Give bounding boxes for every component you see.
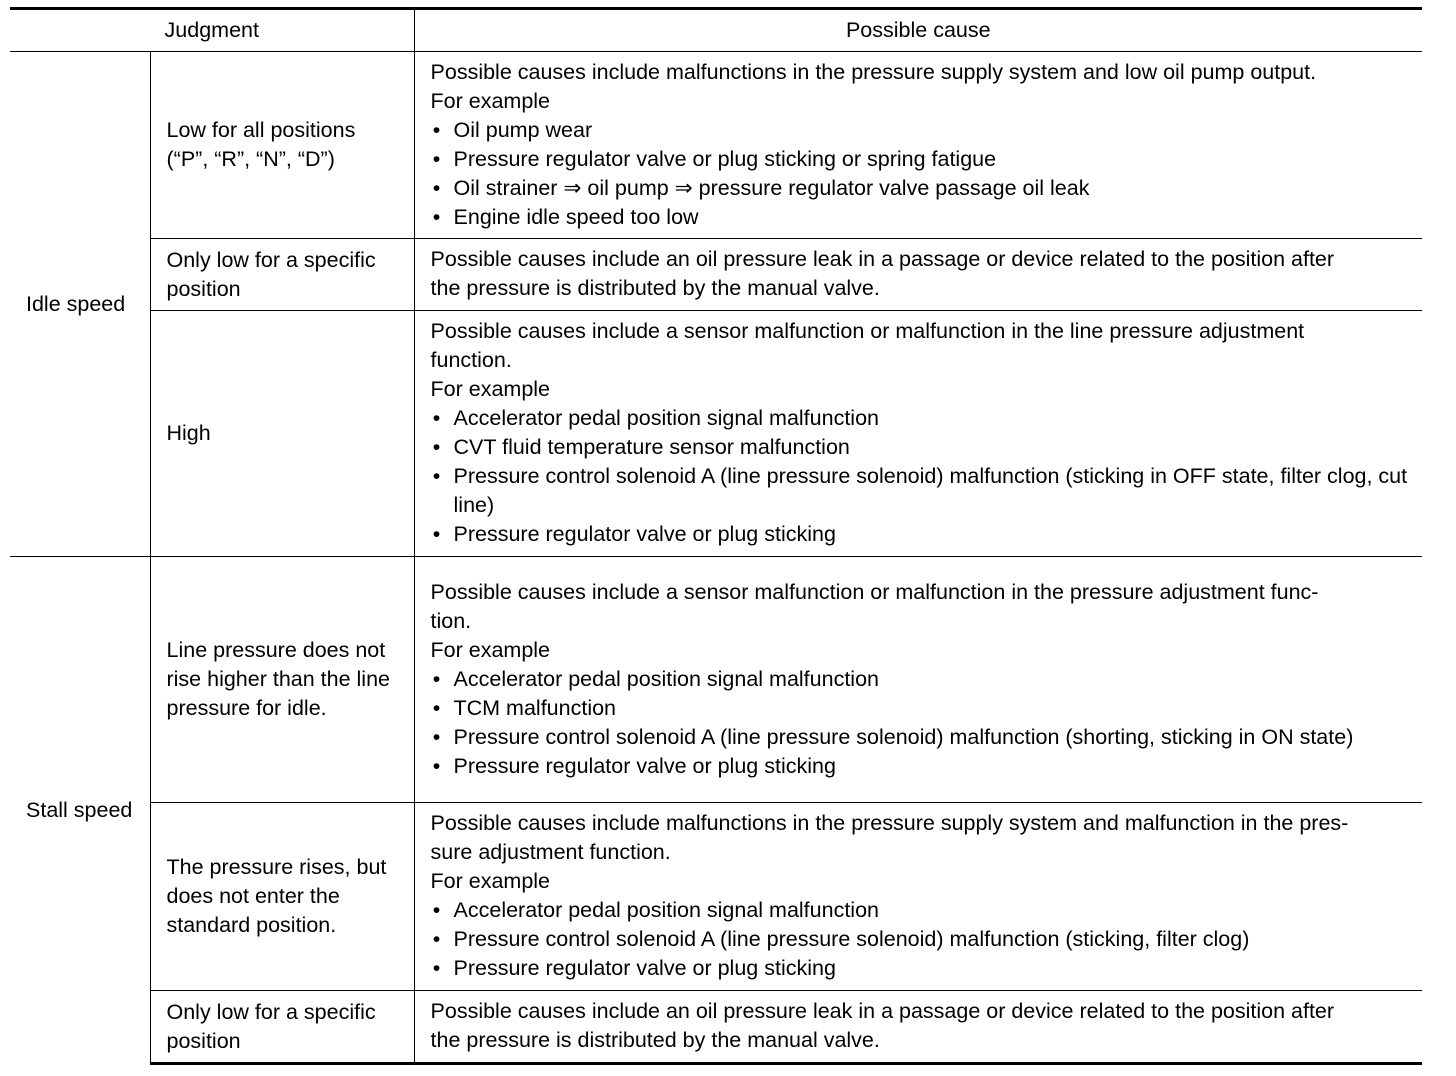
- judgment-cell: [150, 52, 414, 239]
- cause-bullet-list: [431, 404, 1413, 549]
- table-row: [10, 803, 1422, 991]
- cause-bullet-list: [431, 896, 1413, 983]
- group-label: Idle speed: [10, 52, 150, 557]
- bullet-icon: •: [432, 146, 441, 171]
- table-row: [10, 311, 1422, 557]
- table-row: [10, 991, 1422, 1064]
- cause-example-label: For example: [430, 88, 551, 113]
- judgment-line: High: [166, 421, 211, 445]
- judgment-line: does not enter the: [166, 884, 340, 908]
- judgment-line: position: [166, 1028, 241, 1053]
- bullet-icon: •: [432, 406, 441, 430]
- bullet-icon: •: [432, 204, 441, 229]
- cause-example-label: For example: [430, 869, 551, 893]
- cause-cell: [414, 803, 1422, 991]
- cause-intro-line: the pressure is distributed by the manual valve.: [430, 1028, 880, 1052]
- cause-bullet-item: [431, 694, 1413, 723]
- cause-intro-line: Possible causes include malfunctions in the pressure supply system and malfunction in the pres-: [430, 811, 1349, 835]
- cause-bullet-text: Pressure regulator valve or plug sticking: [453, 522, 836, 546]
- judgment-line: Only low for a specific: [166, 999, 376, 1024]
- cause-intro-line: Possible causes include malfunctions in the pressure supply system and low oil pump output.: [430, 59, 1317, 84]
- cause-intro-line: Possible causes include an oil pressure leak in a passage or device related to the position after: [430, 999, 1335, 1023]
- cause-intro-line: Possible causes include a sensor malfunction or malfunction in the pressure adjustment func-: [430, 579, 1319, 604]
- cause-bullet-item: [431, 203, 1413, 232]
- table-row: [10, 557, 1422, 803]
- judgment-header: Judgment: [10, 9, 414, 52]
- cause-bullet-item: [431, 116, 1413, 145]
- cause-bullet-text: TCM malfunction: [453, 695, 617, 720]
- cause-bullet-text: Pressure control solenoid A (line pressure solenoid) malfunction (sticking, filter clog): [453, 927, 1250, 951]
- cause-bullet-item: [431, 752, 1413, 781]
- judgment-line: standard position.: [166, 913, 337, 937]
- cause-cell: [414, 557, 1422, 803]
- cause-bullet-item: [431, 433, 1413, 462]
- bullet-icon: •: [432, 117, 441, 142]
- cause-bullet-text: Accelerator pedal position signal malfunction: [453, 666, 879, 691]
- judgment-line: position: [166, 276, 241, 301]
- cause-bullet-item: [431, 954, 1413, 983]
- judgment-line: rise higher than the line: [166, 667, 391, 691]
- bullet-icon: •: [432, 695, 441, 720]
- cause-bullet-item: [431, 145, 1413, 174]
- bullet-icon: •: [432, 753, 441, 778]
- judgment-line: Line pressure does not: [166, 638, 386, 662]
- judgment-cell: [150, 557, 414, 803]
- judgment-cell: [150, 803, 414, 991]
- cause-bullet-text: Pressure control solenoid A (line pressure solenoid) malfunction (shorting, sticking in ON state): [453, 724, 1354, 749]
- cause-intro-line: Possible causes include a sensor malfunction or malfunction in the line pressure adjustment: [430, 319, 1305, 343]
- cause-intro-line: the pressure is distributed by the manual valve.: [430, 276, 880, 300]
- cause-bullet-text: Accelerator pedal position signal malfunction: [453, 406, 879, 430]
- cause-bullet-item: [431, 723, 1413, 752]
- table-body: [10, 52, 1422, 1064]
- cause-intro-line: sure adjustment function.: [430, 840, 671, 864]
- judgment-line: pressure for idle.: [166, 696, 327, 720]
- judgment-line: The pressure rises, but: [166, 855, 387, 879]
- judgment-line: (“P”, “R”, “N”, “D”): [166, 147, 335, 171]
- cause-bullet-text: CVT fluid temperature sensor malfunction: [453, 435, 850, 459]
- cause-bullet-item: [431, 896, 1413, 925]
- cause-bullet-item: [431, 462, 1413, 520]
- bullet-icon: •: [432, 956, 441, 980]
- bullet-icon: •: [432, 522, 441, 546]
- cause-intro-line: Possible causes include an oil pressure leak in a passage or device related to the position after: [430, 247, 1335, 271]
- bullet-icon: •: [432, 724, 441, 749]
- bullet-icon: •: [432, 927, 441, 951]
- judgment-line: Only low for a specific: [166, 247, 376, 272]
- cause-bullet-text: Pressure regulator valve or plug sticking: [453, 956, 836, 980]
- cause-bullet-item: [431, 665, 1413, 694]
- cause-cell: [414, 52, 1422, 239]
- cause-bullet-text: Accelerator pedal position signal malfunction: [453, 898, 879, 922]
- bullet-icon: •: [432, 464, 441, 488]
- cause-cell: [414, 311, 1422, 557]
- cause-bullet-item: [431, 174, 1413, 203]
- table-row: [10, 239, 1422, 311]
- header-row: [10, 9, 1422, 52]
- judgment-cell: [150, 311, 414, 557]
- cause-bullet-item: [431, 404, 1413, 433]
- cause-bullet-list: [431, 116, 1413, 232]
- table-row: [10, 52, 1422, 239]
- cause-bullet-text: Engine idle speed too low: [453, 204, 699, 229]
- bullet-icon: •: [432, 898, 441, 922]
- group-label: Stall speed: [10, 557, 150, 1064]
- cause-example-label: For example: [430, 377, 551, 401]
- cause-cell: [414, 991, 1422, 1064]
- cause-bullet-item: [431, 925, 1413, 954]
- cause-bullet-text: Pressure regulator valve or plug sticking or spring fatigue: [453, 146, 997, 171]
- cause-bullet-text: Pressure control solenoid A (line pressure solenoid) malfunction (sticking in OFF state, filter clog, cut line): [453, 464, 1408, 517]
- bullet-icon: •: [432, 666, 441, 691]
- judgment-cell: [150, 991, 414, 1064]
- judgment-cell: [150, 239, 414, 311]
- cause-bullet-item: [431, 520, 1413, 549]
- table-header: [10, 9, 1422, 52]
- cause-example-label: For example: [430, 637, 551, 662]
- bullet-icon: •: [432, 435, 441, 459]
- possible-cause-header: Possible cause: [414, 9, 1422, 52]
- cause-intro-line: tion.: [430, 608, 472, 633]
- diagnosis-table: [10, 7, 1422, 1065]
- cause-intro-line: function.: [430, 348, 512, 372]
- cause-bullet-list: [431, 665, 1413, 781]
- cause-cell: [414, 239, 1422, 311]
- cause-bullet-text: Oil strainer ⇒ oil pump ⇒ pressure regulator valve passage oil leak: [453, 175, 1090, 200]
- bullet-icon: •: [432, 175, 441, 200]
- judgment-line: Low for all positions: [166, 118, 356, 142]
- cause-bullet-text: Oil pump wear: [453, 117, 593, 142]
- cause-bullet-text: Pressure regulator valve or plug sticking: [453, 753, 836, 778]
